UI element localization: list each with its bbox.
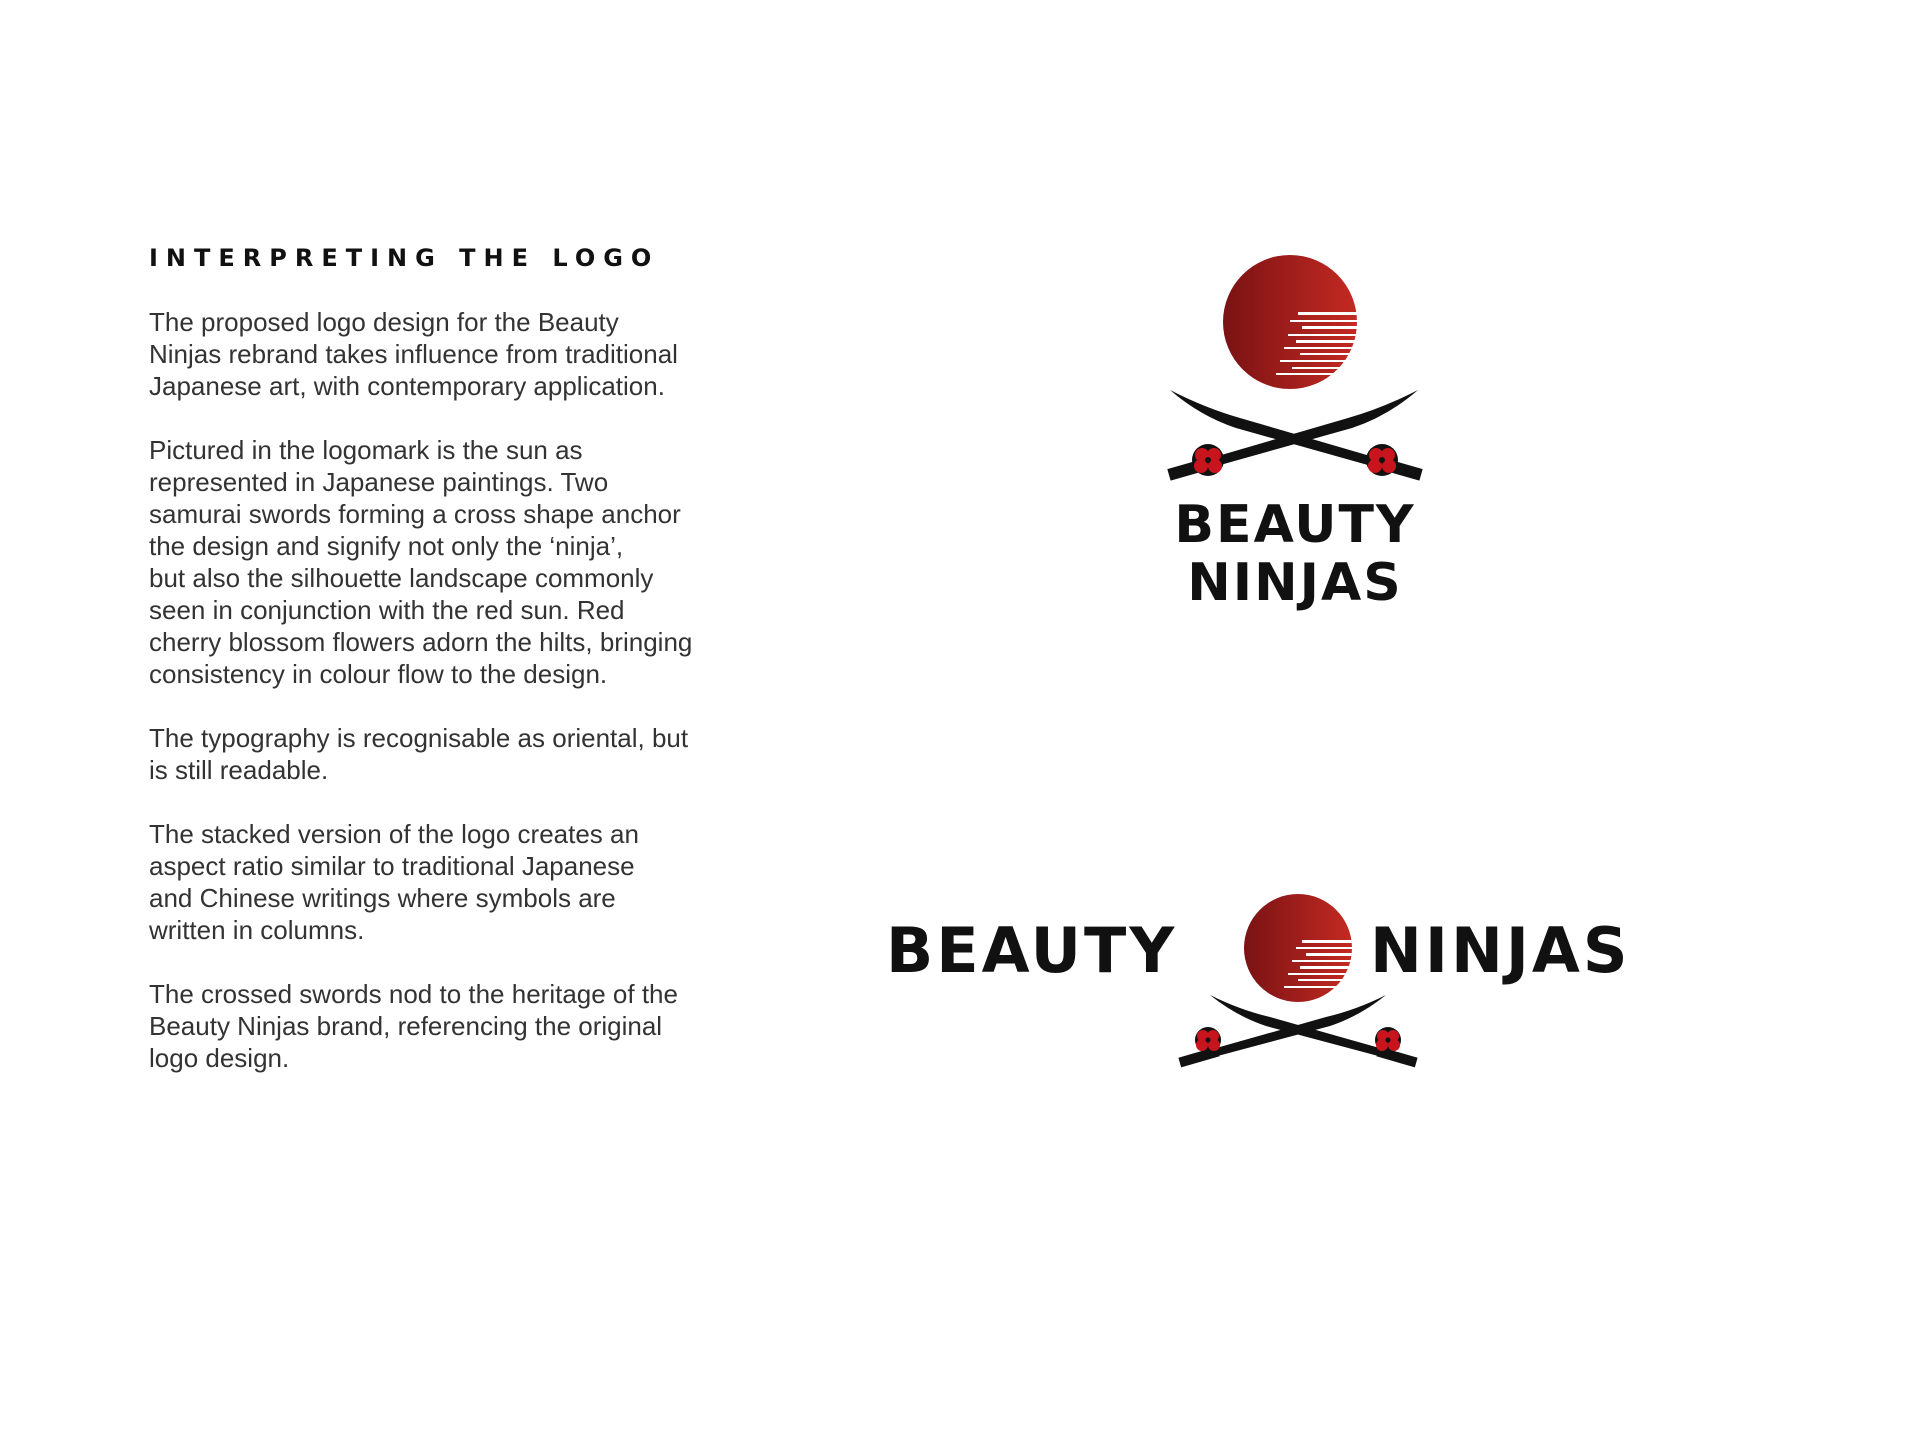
wordmark-beauty: BEAUTY — [1174, 495, 1416, 555]
paragraph-logomark: Pictured in the logomark is the sun as represented in Japanese paintings. Two samurai swords forming a cross shape anchor the design and signify not only the ‘ninja’, but also the silhouette landscape commonly seen in conjunction with the red sun. Red cherry blossom flowers adorn the hilts, bringing consistency in colour flow to the design. — [149, 435, 693, 689]
paragraph-typography: The typography is recognisable as oriental, but is still readable. — [149, 723, 689, 785]
logo-stacked — [1150, 250, 1450, 613]
paragraph-crossed-swords: The crossed swords nod to the heritage of the Beauty Ninjas brand, referencing the original logo design. — [149, 979, 678, 1073]
cherry-blossom-icon — [1192, 444, 1224, 476]
cherry-blossom-icon — [1366, 444, 1398, 476]
logo-horizontal — [880, 880, 1730, 1070]
text-column — [149, 244, 749, 1106]
wordmark-beauty: BEAUTY — [886, 914, 1178, 987]
logo-horizontal-graphic — [880, 880, 1730, 1070]
wordmark-ninjas: NINJAS — [1370, 914, 1631, 987]
cherry-blossom-icon — [1375, 1027, 1401, 1053]
red-sun-icon — [1244, 894, 1362, 1002]
cherry-blossom-icon — [1195, 1027, 1221, 1053]
logo-stacked-graphic — [1150, 250, 1450, 613]
wordmark-ninjas: NINJAS — [1187, 553, 1403, 613]
red-sun-icon — [1223, 255, 1370, 389]
paragraph-influence: The proposed logo design for the Beauty Ninjas rebrand takes influence from traditional Japanese art, with contemporary application. — [149, 307, 678, 401]
section-heading: INTERPRETING THE LOGO — [149, 244, 660, 272]
paragraph-stacked-version: The stacked version of the logo creates an aspect ratio similar to traditional Japanese and Chinese writings where symbols are written in columns. — [149, 819, 639, 945]
